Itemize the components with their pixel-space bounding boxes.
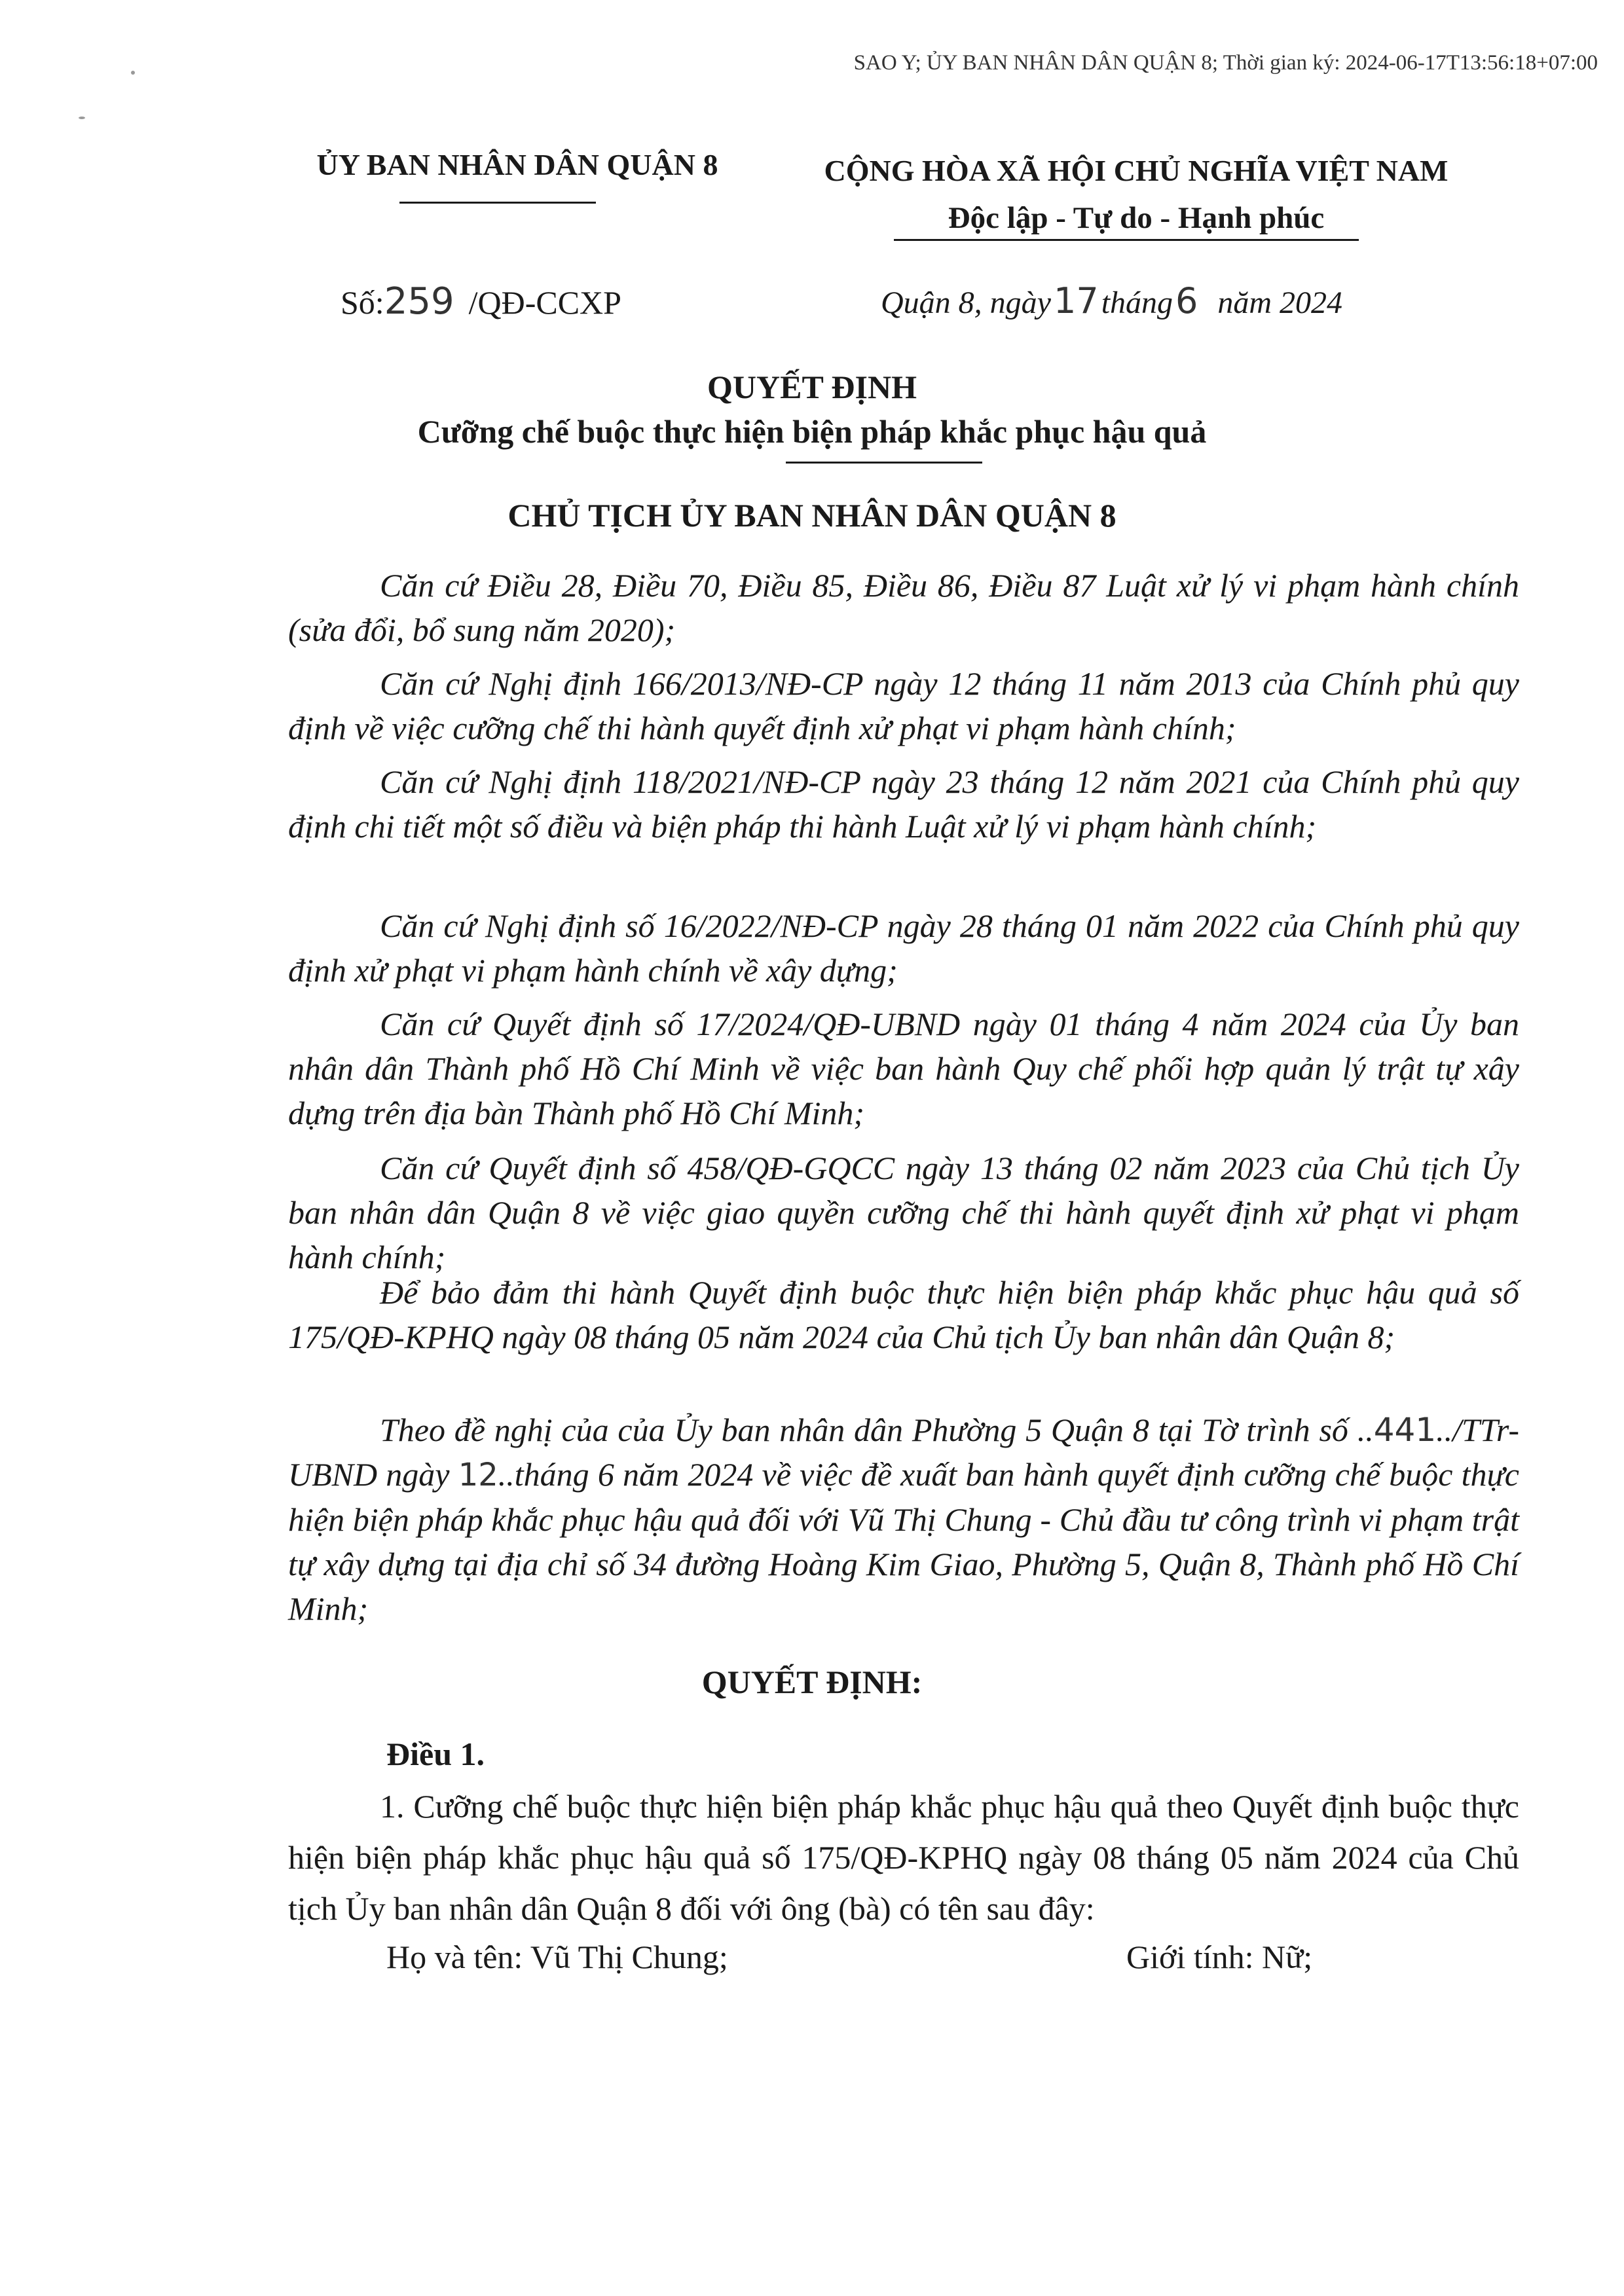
proposal-num-mid: ../TTr-UBND ngày [288, 1412, 1520, 1493]
proposal-paragraph [288, 1408, 1519, 1631]
legal-ground [288, 1002, 1519, 1135]
date-year: năm 2024 [1217, 285, 1343, 320]
legal-ground-text: Để bảo đảm thi hành Quyết định buộc thực hiện biện pháp khắc phục hậu quả số 175/QĐ-KPHQ ngày 08 tháng 05 năm 2024 của Chủ tịch Ủy ban nhân dân Quận 8; [288, 1274, 1519, 1355]
legal-ground [288, 563, 1519, 652]
handwritten-number: 259 [384, 280, 454, 323]
article-1-heading: Điều 1. [386, 1736, 485, 1772]
agency-name: ỦY BAN NHÂN DÂN QUẬN 8 [316, 148, 718, 181]
digital-signature-stamp: SAO Y; ỦY BAN NHÂN DÂN QUẬN 8; Thời gian ký: 2024-06-17T13:56:18+07:00 [853, 51, 1598, 75]
document-number [341, 280, 621, 323]
document-title: QUYẾT ĐỊNH [707, 369, 917, 405]
proposal-num-prefix: .. [1357, 1412, 1374, 1448]
number-suffix: /QĐ-CCXP [468, 284, 621, 321]
document-subtitle: Cưỡng chế buộc thực hiện biện pháp khắc phục hậu quả [417, 413, 1207, 450]
handwritten-day: 17 [1053, 280, 1099, 321]
scan-speck [79, 117, 85, 119]
issuing-agency [288, 147, 747, 182]
issuing-authority: CHỦ TỊCH ỦY BAN NHÂN DÂN QUẬN 8 [507, 497, 1116, 534]
scan-speck [131, 71, 135, 75]
legal-ground [288, 903, 1519, 993]
legal-ground [288, 661, 1519, 750]
handwritten-month: 6 [1175, 280, 1198, 321]
legal-ground-text: Căn cứ Nghị định số 16/2022/NĐ-CP ngày 28 tháng 01 năm 2022 của Chính phủ quy định xử phạt vi phạm hành chính về xây dựng; [288, 907, 1519, 989]
subtitle-underline [786, 462, 982, 464]
date-place: Quận 8, ngày [881, 285, 1051, 320]
month-label: tháng [1101, 285, 1173, 320]
legal-ground-text: Căn cứ Nghị định 118/2021/NĐ-CP ngày 23 tháng 12 năm 2021 của Chính phủ quy định chi tiết một số điều và biện pháp thi hành Luật xử lý vi phạm hành chính; [288, 763, 1519, 845]
national-header [766, 147, 1506, 242]
gender-field: Giới tính: Nữ; [1126, 1939, 1313, 1975]
decision-heading: QUYẾT ĐỊNH: [701, 1664, 923, 1700]
proposal-lead: Theo đề nghị của của Ủy ban nhân dân Phường 5 Quận 8 tại Tờ trình số [380, 1412, 1348, 1448]
legal-ground [288, 1270, 1519, 1359]
date-line [881, 280, 1342, 321]
legal-ground-text: Căn cứ Quyết định số 458/QĐ-GQCC ngày 13 tháng 02 năm 2023 của Chủ tịch Ủy ban nhân dân Quận 8 về việc giao quyền cưỡng chế thi hành quyết định xử phạt vi phạm hành chính; [288, 1150, 1519, 1275]
number-prefix: Số: [341, 284, 384, 321]
legal-ground [288, 759, 1519, 848]
handwritten-report-number: 441 [1373, 1411, 1437, 1449]
legal-ground-text: Căn cứ Nghị định 166/2013/NĐ-CP ngày 12 tháng 11 năm 2013 của Chính phủ quy định về việc cưỡng chế thi hành quyết định xử phạt vi phạm hành chính; [288, 665, 1519, 746]
proposal-rest: ..tháng 6 năm 2024 về việc đề xuất ban hành quyết định cưỡng chế buộc thực hiện biện pháp khắc phục hậu quả đối với Vũ Thị Chung - Chủ đầu tư công trình vi phạm trật tự xây dựng tại địa chỉ số 34 đường Hoàng Kim Giao, Phường 5, Quận 8, Thành phố Hồ Chí Minh; [288, 1456, 1519, 1627]
national-motto: Độc lập - Tự do - Hạnh phúc [948, 201, 1325, 235]
legal-ground-text: Căn cứ Quyết định số 17/2024/QĐ-UBND ngày 01 tháng 4 năm 2024 của Ủy ban nhân dân Thành phố Hồ Chí Minh về việc ban hành Quy chế phối hợp quản lý trật tự xây dựng trên địa bàn Thành phố Hồ Chí Minh; [288, 1006, 1519, 1131]
article-1-clause-1: 1. Cưỡng chế buộc thực hiện biện pháp khắc phục hậu quả theo Quyết định buộc thực hiện biện pháp khắc phục hậu quả số 175/QĐ-KPHQ ngày 08 tháng 05 năm 2024 của Chủ tịch Ủy ban nhân dân Quận 8 đối với ông (bà) có tên sau đây: [288, 1788, 1519, 1927]
country-name: CỘNG HÒA XÃ HỘI CHỦ NGHĨA VIỆT NAM [824, 154, 1449, 187]
legal-ground [288, 1146, 1519, 1279]
agency-underline [399, 202, 596, 204]
name-field: Họ và tên: Vũ Thị Chung; [386, 1939, 728, 1975]
handwritten-report-day: 12 [458, 1457, 498, 1493]
motto-underline [894, 239, 1359, 241]
legal-ground-text: Căn cứ Điều 28, Điều 70, Điều 85, Điều 86, Điều 87 Luật xử lý vi phạm hành chính (sửa đổi, bổ sung năm 2020); [288, 567, 1519, 648]
